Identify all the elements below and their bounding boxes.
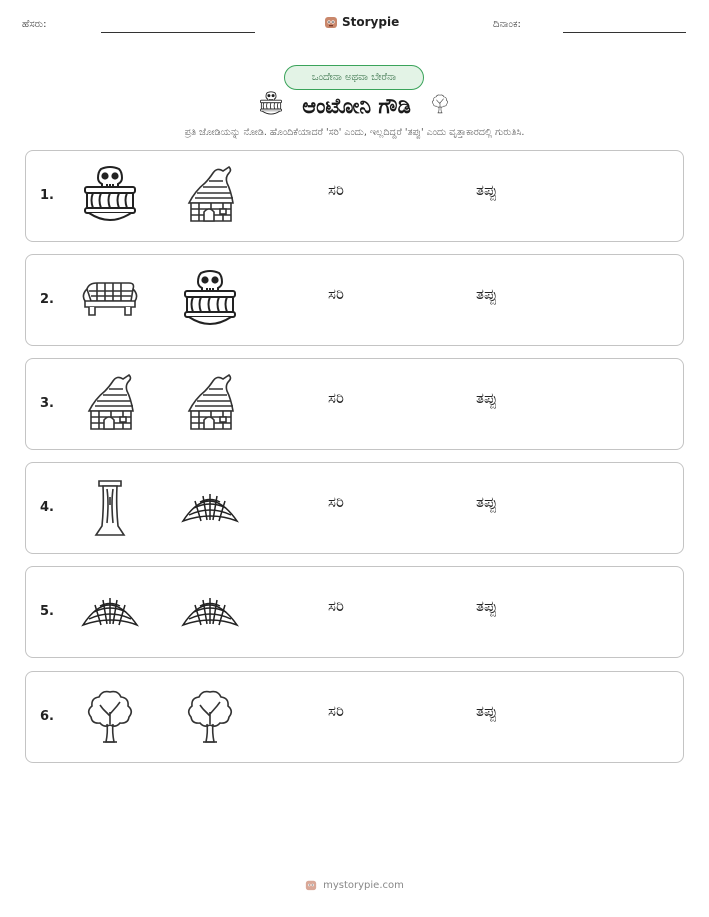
- name-label: ಹೆಸರು:: [22, 19, 47, 30]
- roof-icon: [179, 581, 241, 643]
- true-option[interactable]: ಸರಿ: [328, 702, 344, 720]
- storypie-mascot-icon: [324, 15, 338, 29]
- false-option[interactable]: ತಪ್ಪು: [476, 285, 498, 303]
- question-card: [25, 150, 684, 242]
- footer-site: mystorypie.com: [323, 879, 404, 891]
- title-row: [0, 90, 709, 122]
- brand-name: Storypie: [342, 15, 400, 29]
- footer: [0, 879, 709, 891]
- worksheet-tag: ಒಂದೇನಾ ಅಥವಾ ಬೇರೆನಾ: [284, 65, 424, 90]
- true-option[interactable]: ಸರಿ: [328, 285, 344, 303]
- question-card: [25, 358, 684, 450]
- question-number: 6.: [40, 709, 54, 724]
- date-line: [563, 32, 686, 33]
- question-number: 3.: [40, 396, 54, 411]
- question-number: 1.: [40, 188, 54, 203]
- header-bar: [0, 14, 709, 38]
- house-icon: [179, 373, 241, 435]
- page-title: ಆಂಟೋನಿ ಗೌಡಿ: [302, 93, 411, 118]
- balcony-icon: [179, 269, 241, 331]
- tree-icon: [79, 686, 141, 748]
- question-number: 4.: [40, 500, 54, 515]
- question-card: [25, 462, 684, 554]
- question-card: [25, 671, 684, 763]
- roof-icon: [179, 477, 241, 539]
- false-option[interactable]: ತಪ್ಪು: [476, 597, 498, 615]
- false-option[interactable]: ತಪ್ಪು: [476, 702, 498, 720]
- balcony-icon: [258, 90, 284, 122]
- false-option[interactable]: ತಪ್ಪು: [476, 493, 498, 511]
- question-card: [25, 566, 684, 658]
- storypie-mascot-icon: [305, 879, 317, 891]
- bench-icon: [79, 269, 141, 331]
- tree-icon: [179, 686, 241, 748]
- true-option[interactable]: ಸರಿ: [328, 181, 344, 199]
- question-card: [25, 254, 684, 346]
- name-line: [101, 32, 255, 33]
- true-option[interactable]: ಸರಿ: [328, 597, 344, 615]
- true-option[interactable]: ಸರಿ: [328, 493, 344, 511]
- date-label: ದಿನಾಂಕ:: [493, 19, 521, 30]
- house-icon: [179, 165, 241, 227]
- question-number: 2.: [40, 292, 54, 307]
- roof-icon: [79, 581, 141, 643]
- instructions: ಪ್ರತಿ ಜೋಡಿಯನ್ನು ನೋಡಿ. ಹೊಂದಿಕೆಯಾದರೆ 'ಸರಿ' ಎಂದು, ಇಲ್ಲದಿದ್ದರೆ 'ತಪ್ಪು' ಎಂದು ವೃತ್ತಾಕಾರದಲ್ಲಿ ಗುರುತಿಸಿ.: [184, 127, 525, 138]
- balcony-icon: [79, 165, 141, 227]
- true-option[interactable]: ಸರಿ: [328, 389, 344, 407]
- false-option[interactable]: ತಪ್ಪು: [476, 389, 498, 407]
- question-number: 5.: [40, 604, 54, 619]
- tree-icon: [429, 90, 451, 122]
- false-option[interactable]: ತಪ್ಪು: [476, 181, 498, 199]
- column-icon: [79, 477, 141, 539]
- house-icon: [79, 373, 141, 435]
- brand-logo: [324, 15, 399, 29]
